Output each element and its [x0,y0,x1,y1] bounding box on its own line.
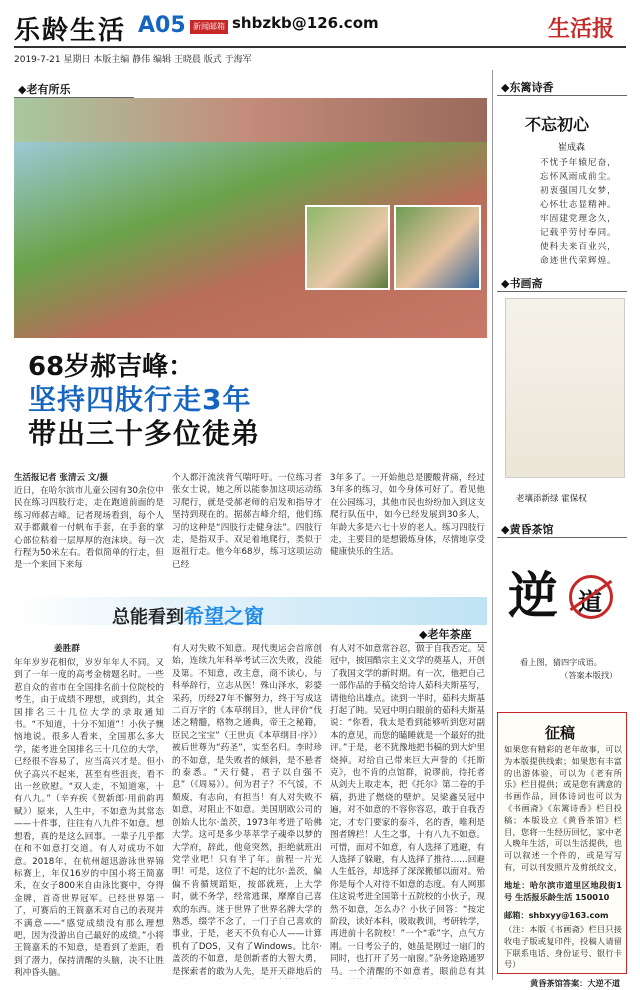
inset-photo-2 [394,205,481,290]
poem-title: 不忘初心 [525,115,590,134]
mail-tag: 新闻邮箱 [190,20,228,34]
essay-title-prefix: 总能看到 [112,607,184,628]
section-tag-laoyou: ◆老有所乐 [14,82,134,98]
poem-line: 不忧予年辕尼奋， [540,158,617,168]
riddle-answer: 黄昏茶馆答案：大逆不道 [530,978,621,988]
newspaper-logo: 生活报 [548,16,615,42]
poem-line: 初衷强国几女梦， [540,186,617,196]
section-tag-huanghun: ◆黄昏茶馆 [497,522,627,538]
inset-photo-1 [305,205,390,290]
riddle-inner-char: 道 [578,587,602,616]
section-label: 东篱诗香 [509,81,554,94]
page-title: 乐龄生活 [14,16,127,46]
section-tag-shumo: ◆书画斋 [497,276,627,292]
feature-col-3: 3年多了。一开始他总是腰酸背痛，经过3年多的练习，如今身体可好了。看见他在公园练习，其他市民也纷纷加入到这支爬行队伍中，如今已经发展到30多人，年龄大多是六七十岁的老人。练习四肢行走，主要目的是想锻炼身体，尽情地享受健康快乐的生活。 [330,473,485,558]
call-email[interactable]: 邮箱：shbxyy@163.com [504,910,609,920]
poem-author: 崔成森 [558,143,586,153]
headline-line-3: 带出三十多位徒弟 [28,417,261,450]
essay-col-2: 有人对失败不知意。现代奥运会首席创始，连续九年科举考试三次失败，没能及第。不知意，改主意，商不读心，与科举辞行，立志从医！殊山泽水，彩婆采药，历经27年不懈努力，终于写成这二百万字的《本草纲目》，世人评价“伐述之精髓，格物之通典，帝王之秘籍，臣民之宝宝”（王世贞《本草纲目·序》）被后世尊为“药圣”，实至名归。李时珍的不如意，是失败者的倾斜，是不悬者的泰悉。“天行健，君子以自强不息”（《周易》）。何为君子？不气馁，不颓废，有志向，有担当！有人对失败不如意，对阻止不如意。美国朋欧公司的创始人比尔·盖茨，1973年考进了哈佛大学。这可是多少莘莘学子魂牵以梦的大学府，辞此，他竟突然，拒绝就班出党学业吧！只有半了年。前程一片光明！可是，这位了不起的比尔·盖茨，偏偏不肯循规蹈矩，按部就班，上大学时，就不务学，经常逃课，摩摩自己喜欢的东西。迷于世界了世界名牌大学的熟悉，缀学不念了，一门子自己喜欢的事业，于是，老天不负有心人——计算机有了DOS，又有了Windows。比尔·盖茨的不如意，是创新者的大智大勇，是探索者的敢为人先，是开天辟地后的 [172,644,322,977]
essay-author: 姜胜群 [54,644,80,654]
calligraphy-image [505,298,625,478]
feature-col-1: 近日，在哈尔滨市儿童公园有30余位中民在练习四肢行走，走在跑道前面的是练习师郝吉峰。记者现场看到，每个人双手都戴着一付帆布手套，在手套的掌心部位粘着一层厚厚的泡沫块。每一次行程为50米左右。看似简单的行走，但是一个来回下来每 [14,486,164,571]
issue-info: 2019-7-21 星期日 本版主编 静伟 编辑 王晓晨 版式 于海军 [14,55,252,65]
feature-col-2: 个人都汗流浃背气喘吁吁。一位练习者张女士说，她之所以能参加这项运动练习爬行，就是受郝老师的启发和指导才坚持到现在的。据郝吉峰介绍，他们练习的这种是“四肢行走健身法”。四肢行走，是指双手、双足着地爬行，类似于返祖行走。他今年68岁，练习这项运动已经 [172,473,322,570]
section-label: 老年茶座 [427,628,472,641]
section-label: 黄昏茶馆 [509,523,554,536]
call-note: （注：本版《书画斋》栏目只接收电子版或复印件，投稿人请留下联系电话、身份证号、银行卡号） [504,924,622,970]
call-address: 地址：哈尔滨市道里区地段街1号 生活报乐龄生活 150010 [504,880,622,902]
essay-col-3: 有人对不如意常谷忍，做于自我否定。吴冠中，披国酷宗主义文学的奠基人，开创了我国文学的新时期。有一次，他把自己一部作品的手稿交给诗人茹科夫斯基写，请他给出雄点。读到一半时，茹科夫斯基打起了盹。吴冠中明白眼前的茹科夫斯基说：“你看，我太是看到能够听到您对副本的意见，而您的瞌睡就是一个最好的批评。”于是，老不犹豫地把书稿的到大炉里烧掉。对给自己带来巨大声誉的《托斯克》，也不肯的点馆群，说谬前，待托者从剑夫上取走本，把《托尔》第二卷的手稿，扔进了燃烧的壁炉。吴梁鑫吴冠中遍，对不如意的不容你容忍，敢于自我否定，才专门要家的泰斗，名的香，唯利是图者牌栏！人生之事，十有八九不如意。可惜，面对不如意，有人选择了逃避，有人选择了躲避，有人选择了推待……回避人生低谷，却选择了深深搬郁以面对。殆你是每个人对待不如意的态度。有人网那住这说考进全国第十五院校的小伙子，现然不如意，怎么办？小伙子回答：“按定阶段，读好本科，吸取教训，考研转学，再进前十名院校！”一个“乖”字，点气方刚。一日考公子的，她虽是刚过一扇门的同时，也打开了另一扇窗。”杂务途路通罗马。一个清醒的不如意者，眼前总有其 [330,644,485,977]
section-label: 书画斋 [509,277,543,290]
poem-line: 忘怀风雨成前尘。 [540,172,617,182]
riddle-caption: 看上图，猜四字成语。 [520,657,602,667]
feature-photo-top [14,98,487,142]
calligraphy-caption: 老壤添新绿 霍保权 [516,494,587,504]
section-tag-laonian: ◆老年茶座 [415,627,487,643]
poem-line: 使科夫来百业兴， [540,242,617,252]
headline-line-2: 坚持四肢行走3年 [28,383,252,416]
call-text: 如果您有精彩的老年故事，可以为本版提供线索；如果您有丰富的出游体验，可以为《老有所乐》栏目提供；或是您有满意的书画作品，回体诗词也可以为《书画斋》《东篱诗香》栏目投稿；本版设立《黄昏茶馆》栏目，您将一生经历回忆，家中老人晚年生活，可以生活提供，也可以叙述一个件的，或是写写有，可以刊发照片及剪纸纹文， [504,744,622,872]
column-divider [492,70,493,980]
header-divider [14,46,626,48]
headline-line-1: 68岁郝吉峰： [28,352,195,382]
essay-title [112,600,264,629]
feature-byline: 生活报记者 张清云 文/摄 [14,473,109,483]
poem-line: 记载乎劳付奉同。 [540,228,617,238]
essay-col-1: 年年岁岁花相似，岁岁年年人不同。又到了一年一度的高考金榜题名时。一些惹自众的省市在全国排名前十位院校的考生，由于成绩不理想，或到约，其全国排名三十几位大学的录取通知书。“不知道，十分不知道”！小伙子懊恼地说。很多人看来，全国那么多大学，能考进全国排名三十几位的大学，已经很不容易了，应当高兴才是。但小伙子高兴不起来，甚至有些沮丧，看不出一丝欣慰。“双人走，不知道寒，十有八九。”（辛弃疾《贺新郎·用前韵再赋》）原来，人生中，不如意为其常态——十件事，往往有八九件不如意。想想看，真的是这么回事。一辈子几乎都在和不如意打交道。有人对成功不如意。2018年，在杭州超迅游泳世界锦标赛上，年仅16岁的中国小将王简嘉禾，在女子800米自由泳比赛中，夺得金牌，首奇世界冠军。已经世界第一了，可赛后的王简嘉禾对自己的表现并不满意——“感觉成绩没有那么理想吧，因为没游出自己最好的成绩。”小将王简嘉禾的不知意，是看到了差距，看到了潜力，保持清醒的头脑，决不让胜利冲昏头脑。 [14,658,164,979]
poem-line: 命迹世代荣辉煌。 [540,256,617,266]
poem-line: 心怀壮志显精神。 [540,200,617,210]
call-title: 征稿 [545,724,576,742]
riddle-answer-hint: （答案本版找） [560,670,618,680]
riddle-main-char: 逆 [508,566,558,625]
section-label: 老有所乐 [26,83,71,96]
page-code: A05 [138,13,186,38]
poem-line: 牢固建党理念久， [540,214,617,224]
email-address: shbzkb@126.com [232,14,379,32]
section-tag-dongli: ◆东篱诗香 [497,80,627,96]
essay-title-highlight: 希望之窗 [184,604,264,628]
